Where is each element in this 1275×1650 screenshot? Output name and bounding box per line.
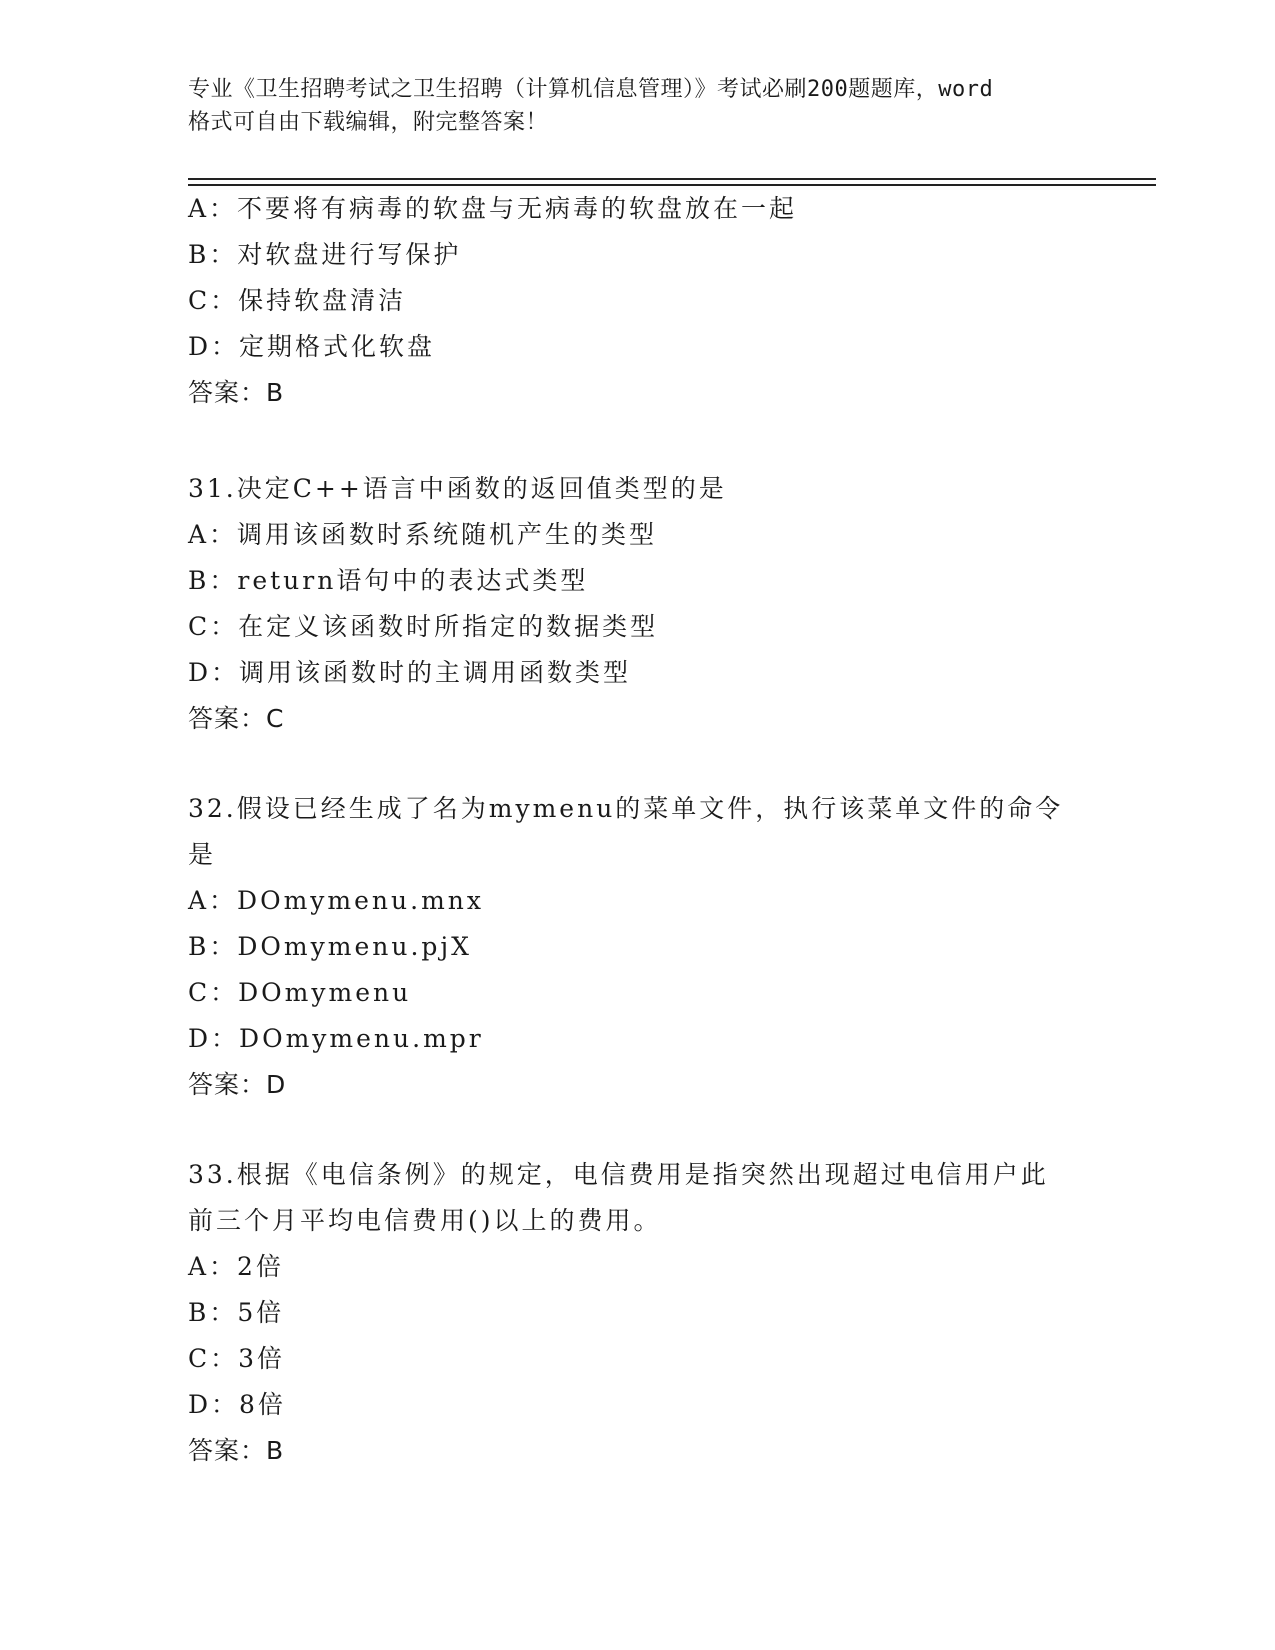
option-c: C：3倍 xyxy=(188,1344,286,1373)
option-c: C：保持软盘清洁 xyxy=(188,286,407,315)
option-b: B：5倍 xyxy=(188,1298,285,1327)
answer: 答案：B xyxy=(188,378,285,407)
header-divider xyxy=(188,178,1156,180)
document-header xyxy=(188,73,1088,139)
option-c: C：在定义该函数时所指定的数据类型 xyxy=(188,612,659,641)
question-stem-continued: 是 xyxy=(188,840,217,869)
question-stem-continued: 前三个月平均电信费用()以上的费用。 xyxy=(188,1206,662,1235)
answer: 答案：B xyxy=(188,1436,285,1465)
option-b: B：return语句中的表达式类型 xyxy=(188,566,589,595)
question-block-prev xyxy=(188,186,1088,416)
option-d: D：调用该函数时的主调用函数类型 xyxy=(188,658,632,687)
answer: 答案：D xyxy=(188,1070,287,1099)
option-a: A：不要将有病毒的软盘与无病毒的软盘放在一起 xyxy=(188,194,798,223)
question-block-33 xyxy=(188,1152,1088,1474)
option-d: D：定期格式化软盘 xyxy=(188,332,436,361)
header-line: 专业《卫生招聘考试之卫生招聘（计算机信息管理）》考试必刷200题题库，word xyxy=(188,77,994,102)
option-b: B：对软盘进行写保护 xyxy=(188,240,462,269)
question-stem: 33.根据《电信条例》的规定，电信费用是指突然出现超过电信用户此 xyxy=(188,1160,1049,1189)
header-line: 格式可自由下载编辑，附完整答案！ xyxy=(188,110,549,135)
question-block-32 xyxy=(188,786,1088,1108)
option-a: A：DOmymenu.mnx xyxy=(188,886,484,915)
question-block-31 xyxy=(188,466,1088,742)
option-d: D：DOmymenu.mpr xyxy=(188,1024,484,1053)
question-stem: 32.假设已经生成了名为mymenu的菜单文件，执行该菜单文件的命令 xyxy=(188,794,1064,823)
option-a: A：调用该函数时系统随机产生的类型 xyxy=(188,520,658,549)
answer: 答案：C xyxy=(188,704,285,733)
option-b: B：DOmymenu.pjX xyxy=(188,932,472,961)
question-stem: 31.决定C++语言中函数的返回值类型的是 xyxy=(188,474,727,503)
option-d: D：8倍 xyxy=(188,1390,286,1419)
option-c: C：DOmymenu xyxy=(188,978,412,1007)
option-a: A：2倍 xyxy=(188,1252,284,1281)
